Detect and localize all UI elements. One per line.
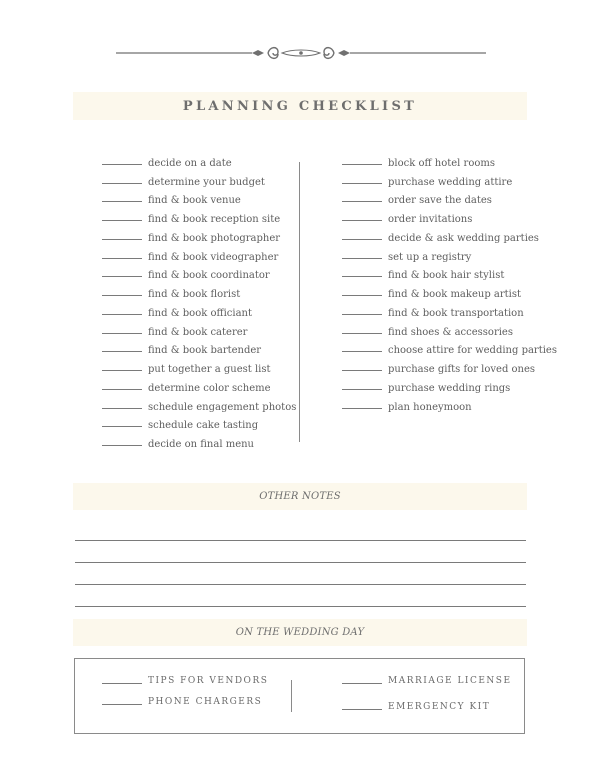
wedding-day-item-label: MARRIAGE LICENSE	[388, 676, 512, 686]
checklist-item	[102, 431, 296, 450]
checklist-item-label: find & book officiant	[148, 307, 252, 319]
checklist-item-label: schedule engagement photos	[148, 401, 297, 413]
checklist-item-label: find & book transportation	[388, 307, 524, 319]
check-blank[interactable]	[342, 276, 382, 277]
title-band	[73, 92, 527, 120]
check-blank[interactable]	[342, 220, 382, 221]
checklist-item-label: decide on final menu	[148, 439, 254, 450]
wedding-day-item	[342, 702, 490, 712]
checklist-item	[102, 319, 296, 338]
check-blank[interactable]	[342, 370, 382, 371]
wedding-day-box	[74, 658, 525, 734]
check-blank[interactable]	[102, 351, 142, 352]
checklist-item-label: purchase gifts for loved ones	[388, 364, 536, 375]
checklist-item	[102, 263, 296, 282]
check-blank[interactable]	[342, 183, 382, 184]
wedding-day-item	[102, 697, 262, 707]
check-blank[interactable]	[342, 408, 382, 409]
wedding-day-item-label: EMERGENCY KIT	[388, 702, 491, 712]
check-blank[interactable]	[102, 408, 142, 409]
checklist-item	[102, 244, 296, 263]
checklist-item	[102, 281, 296, 300]
check-blank[interactable]	[102, 333, 142, 334]
check-blank[interactable]	[342, 239, 382, 240]
checklist-item	[342, 188, 557, 207]
checklist-item-label: find & book coordinator	[148, 270, 270, 282]
check-blank[interactable]	[102, 683, 142, 684]
checklist-item-label: schedule cake tasting	[148, 420, 259, 432]
checklist-item-label: find shoes & accessories	[388, 326, 513, 338]
checklist-item-label: plan honeymoon	[388, 401, 472, 413]
checklist-item	[102, 169, 296, 188]
checklist-item	[102, 356, 296, 375]
check-blank[interactable]	[342, 389, 382, 390]
note-line[interactable]	[75, 562, 526, 563]
check-blank[interactable]	[342, 164, 382, 165]
checklist-item	[342, 356, 557, 375]
check-blank[interactable]	[102, 370, 142, 371]
checklist-item	[342, 319, 557, 338]
check-blank[interactable]	[102, 258, 142, 259]
checklist-item-label: purchase wedding rings	[388, 382, 511, 394]
check-blank[interactable]	[342, 351, 382, 352]
checklist-item	[342, 263, 557, 282]
checklist-item	[102, 413, 296, 432]
checklist-item-label: block off hotel rooms	[388, 157, 495, 169]
check-blank[interactable]	[342, 258, 382, 259]
checklist-item	[102, 394, 296, 413]
checklist-item	[102, 150, 296, 169]
checklist-item-label: decide on a date	[148, 157, 232, 169]
checklist-item-label: find & book videographer	[148, 251, 279, 263]
checklist-item-label: order invitations	[388, 214, 473, 225]
checklist-item	[342, 300, 557, 319]
checklist-item-label: find & book reception site	[148, 214, 281, 225]
check-blank[interactable]	[342, 314, 382, 315]
checklist-item	[102, 206, 296, 225]
checklist-item	[342, 244, 557, 263]
checklist-item	[102, 225, 296, 244]
checklist-item-label: find & book hair stylist	[388, 270, 505, 282]
note-line[interactable]	[75, 606, 526, 607]
check-blank[interactable]	[102, 220, 142, 221]
ornament-divider	[112, 42, 490, 64]
checklist-item-label: order save the dates	[388, 195, 492, 207]
checklist-item-label: find & book florist	[148, 289, 241, 300]
checklist-item	[342, 338, 557, 357]
note-line[interactable]	[75, 584, 526, 585]
check-blank[interactable]	[342, 333, 382, 334]
check-blank[interactable]	[342, 683, 382, 684]
checklist-item-label: purchase wedding attire	[388, 176, 513, 188]
checklist-item	[342, 150, 557, 169]
check-blank[interactable]	[102, 389, 142, 390]
checklist-item	[102, 188, 296, 207]
check-blank[interactable]	[102, 295, 142, 296]
other-notes-band	[73, 483, 527, 510]
checklist-item-label: choose attire for wedding parties	[388, 345, 557, 357]
page-title: PLANNING CHECKLIST	[182, 98, 418, 114]
check-blank[interactable]	[342, 295, 382, 296]
wedding-day-heading: ON THE WEDDING DAY	[235, 627, 365, 638]
check-blank[interactable]	[102, 704, 142, 705]
checklist-item-label: find & book venue	[148, 195, 241, 207]
wedding-day-divider	[291, 680, 292, 712]
check-blank[interactable]	[102, 164, 142, 165]
check-blank[interactable]	[102, 276, 142, 277]
checklist-item-label: decide & ask wedding parties	[388, 232, 539, 244]
checklist-item-label: find & book bartender	[148, 345, 262, 357]
checklist-item-label: set up a registry	[388, 251, 472, 263]
checklist-item-label: find & book makeup artist	[388, 289, 522, 300]
checklist-item	[342, 281, 557, 300]
wedding-day-band	[73, 619, 527, 646]
check-blank[interactable]	[342, 709, 382, 710]
checklist-item	[342, 206, 557, 225]
checklist-item	[342, 169, 557, 188]
wedding-day-item	[342, 676, 512, 686]
checklist-item	[342, 375, 557, 394]
checklist-item	[102, 300, 296, 319]
checklist-item	[342, 394, 557, 413]
column-divider	[299, 162, 300, 442]
check-blank[interactable]	[102, 239, 142, 240]
check-blank[interactable]	[102, 445, 142, 446]
checklist-item	[342, 225, 557, 244]
checklist-right-column	[342, 150, 557, 413]
check-blank[interactable]	[102, 183, 142, 184]
checklist-left-column	[102, 150, 296, 450]
wedding-day-item-label: TIPS FOR VENDORS	[148, 676, 269, 686]
other-notes-heading: OTHER NOTES	[259, 491, 341, 502]
checklist-item-label: determine color scheme	[148, 382, 271, 394]
wedding-day-item-label: PHONE CHARGERS	[148, 697, 263, 707]
checklist-item-label: put together a guest list	[148, 364, 271, 375]
wedding-day-item	[102, 676, 268, 686]
check-blank[interactable]	[342, 201, 382, 202]
checklist-item	[102, 375, 296, 394]
checklist-item-label: find & book photographer	[148, 232, 281, 244]
check-blank[interactable]	[102, 314, 142, 315]
checklist-item-label: determine your budget	[148, 176, 265, 188]
checklist-item-label: find & book caterer	[148, 326, 248, 338]
check-blank[interactable]	[102, 201, 142, 202]
checklist-item	[102, 338, 296, 357]
note-line[interactable]	[75, 540, 526, 541]
check-blank[interactable]	[102, 426, 142, 427]
